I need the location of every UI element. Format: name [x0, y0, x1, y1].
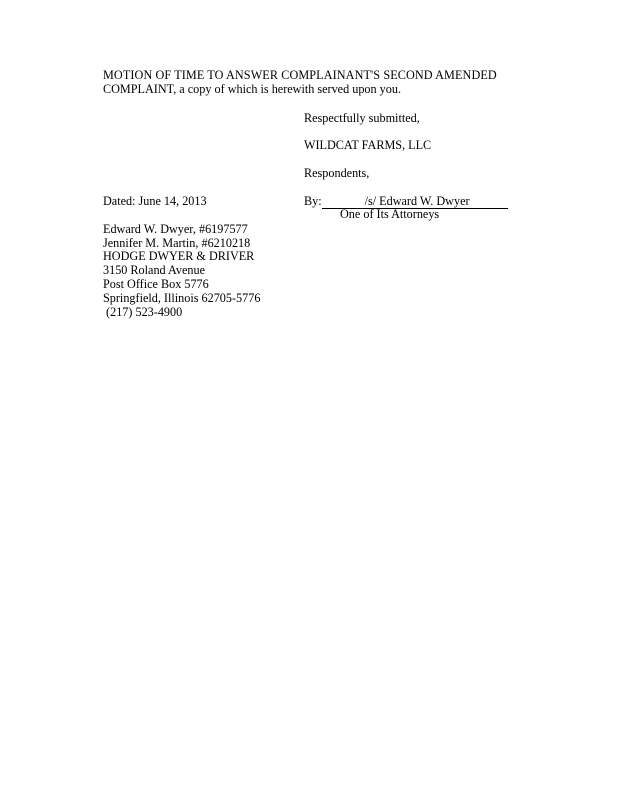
- respectfully-submitted: Respectfully submitted,: [304, 111, 420, 125]
- complaint-line: [103, 82, 401, 96]
- dated-line: Dated: June 14, 2013: [103, 194, 207, 208]
- by-label: By:: [304, 194, 322, 208]
- attorney-line-5: Post Office Box 5776: [103, 277, 209, 291]
- attorney-line-2: Jennifer M. Martin, #6210218: [103, 236, 251, 250]
- attorney-line-6: Springfield, Illinois 62705-5776: [103, 291, 261, 305]
- complaint-bold: COMPLAINT: [103, 82, 174, 96]
- attorney-line-1: Edward W. Dwyer, #6197577: [103, 222, 248, 236]
- attorney-line-4: 3150 Roland Avenue: [103, 263, 205, 277]
- attorney-line-7: (217) 523-4900: [103, 305, 183, 319]
- signer-role: One of Its Attorneys: [340, 207, 440, 221]
- motion-title-text: MOTION OF TIME TO ANSWER COMPLAINANT'S SECOND AMENDED: [103, 68, 497, 82]
- company-name: WILDCAT FARMS, LLC: [304, 138, 432, 152]
- respondents-label: Respondents,: [304, 166, 370, 180]
- motion-title-line: [103, 68, 497, 82]
- complaint-rest: , a copy of which is herewith served upon you.: [173, 82, 401, 96]
- signer-name: /s/ Edward W. Dwyer: [364, 194, 470, 208]
- attorney-line-3: HODGE DWYER & DRIVER: [103, 249, 255, 263]
